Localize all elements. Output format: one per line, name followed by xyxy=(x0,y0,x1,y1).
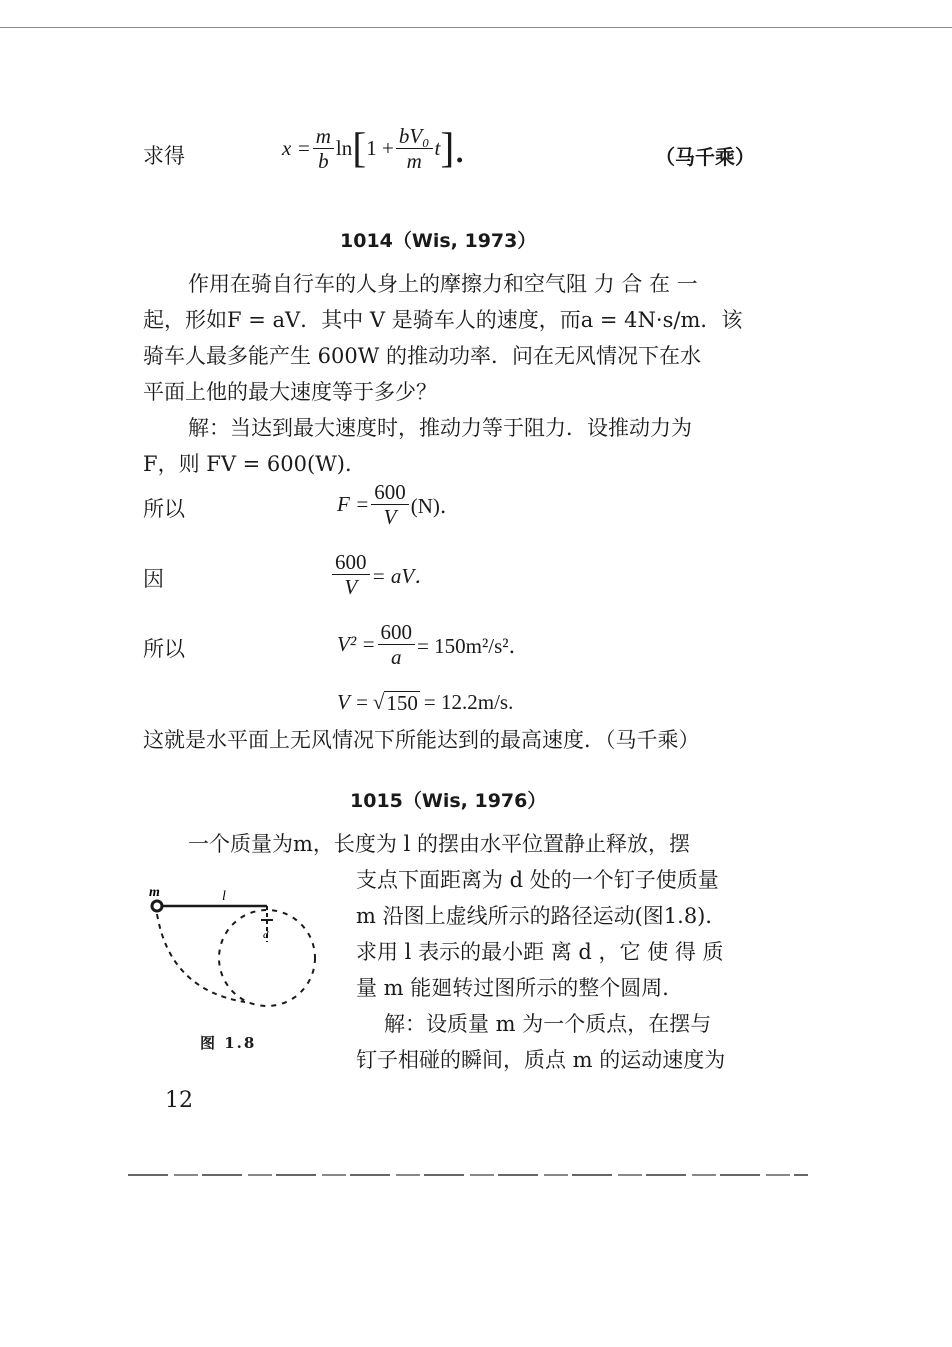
formula-label: 求得 xyxy=(143,144,185,168)
time-variable: t xyxy=(434,136,441,160)
fraction-numerator: m xyxy=(313,124,334,149)
distance-label: d xyxy=(263,929,269,941)
equation-balance xyxy=(330,550,435,599)
top-formula xyxy=(282,124,465,173)
fraction-numerator: bV₀ xyxy=(396,124,433,149)
fraction-denominator: V xyxy=(344,575,358,599)
solution-text-line: 解：设质量 m 为一个质点，在摆与 xyxy=(384,1012,712,1036)
problem-heading-1014: 1014（Wis, 1973） xyxy=(340,230,537,252)
fraction-600-over-v xyxy=(371,480,409,529)
solution-text-line: 钉子相碰的瞬间，质点 m 的运动速度为 xyxy=(356,1048,726,1072)
fraction-600-over-a xyxy=(378,620,416,669)
equation-lhs: V² = xyxy=(337,632,376,656)
problem-text-line: 骑车人最多能产生 600W 的推动功率．问在无风情况下在水 xyxy=(143,344,702,368)
fraction-denominator: m xyxy=(406,149,422,173)
equation-label: 所以 xyxy=(143,497,185,521)
equation-lhs: V = xyxy=(337,690,369,714)
figure-caption: 图 1.8 xyxy=(200,1034,257,1052)
problem-heading-1015: 1015（Wis, 1976） xyxy=(350,790,547,812)
scan-bottom-edge xyxy=(128,1174,808,1176)
fraction-numerator: 600 xyxy=(378,620,416,645)
fraction-denominator: V xyxy=(383,505,397,529)
equation-label: 所以 xyxy=(143,637,185,661)
solution-text-line: 解：当达到最大速度时，推动力等于阻力．设推动力为 xyxy=(188,416,692,440)
formula-lhs: x = xyxy=(282,136,311,160)
problem-text-line: 求用 l 表示的最小距 离 d ，它 使 得 质 xyxy=(356,940,724,964)
conclusion-text: 这就是水平面上无风情况下所能达到的最高速度．（马千乘） xyxy=(143,728,700,752)
pendulum-figure xyxy=(140,880,340,1020)
scan-top-edge xyxy=(0,27,952,28)
equation-velocity-squared xyxy=(337,620,530,669)
open-bracket: [ xyxy=(352,125,367,172)
one-plus: 1 + xyxy=(366,136,394,160)
mass-bob xyxy=(152,901,162,911)
equation-rhs: (N)． xyxy=(410,493,461,518)
problem-text-line: 一个质量为m，长度为 l 的摆由水平位置静止释放，摆 xyxy=(188,832,690,856)
problem-text-line: 平面上他的最大速度等于多少？ xyxy=(143,380,437,404)
close-bracket: ]. xyxy=(440,125,465,172)
fraction-600-over-v xyxy=(332,550,370,599)
mass-label: m xyxy=(149,885,160,900)
equation-force xyxy=(337,480,461,529)
problem-text-line: 量 m 能廻转过图所示的整个圆周． xyxy=(356,976,684,1000)
equation-velocity xyxy=(337,690,513,715)
length-label: l xyxy=(222,889,226,904)
solution-text-line: F，则 FV = 600(W)． xyxy=(143,452,366,476)
sqrt-argument: 150 xyxy=(386,691,418,715)
problem-text-line: 作用在骑自行车的人身上的摩擦力和空气阻 力 合 在 一 xyxy=(188,272,698,296)
equation-rhs: = aV． xyxy=(371,563,436,588)
problem-text-line: m 沿图上虚线所示的路径运动(图1.8)． xyxy=(356,904,727,928)
author-credit: （马千乘） xyxy=(655,145,755,169)
fraction-bv0-over-m xyxy=(396,124,433,173)
sqrt-sign: √ xyxy=(372,690,385,714)
equation-rhs: = 12.2m/s. xyxy=(423,690,514,714)
equation-rhs: = 150m²/s²． xyxy=(417,633,530,658)
equation-lhs: F = xyxy=(337,492,370,516)
fraction-denominator: a xyxy=(391,645,402,669)
page-number: 12 xyxy=(165,1088,193,1113)
circular-path xyxy=(219,910,315,1006)
swing-path xyxy=(157,914,245,1002)
fraction-numerator: 600 xyxy=(371,480,409,505)
equation-label: 因 xyxy=(143,567,164,591)
fraction-denominator: b xyxy=(318,149,329,173)
problem-text-line: 支点下面距离为 d 处的一个钉子使质量 xyxy=(356,868,719,892)
problem-text-line: 起，形如F = aV．其中 V 是骑车人的速度，而a = 4N·s/m．该 xyxy=(143,308,743,332)
fraction-numerator: 600 xyxy=(332,550,370,575)
fraction-m-over-b xyxy=(313,124,334,173)
ln-operator: ln xyxy=(335,136,353,160)
